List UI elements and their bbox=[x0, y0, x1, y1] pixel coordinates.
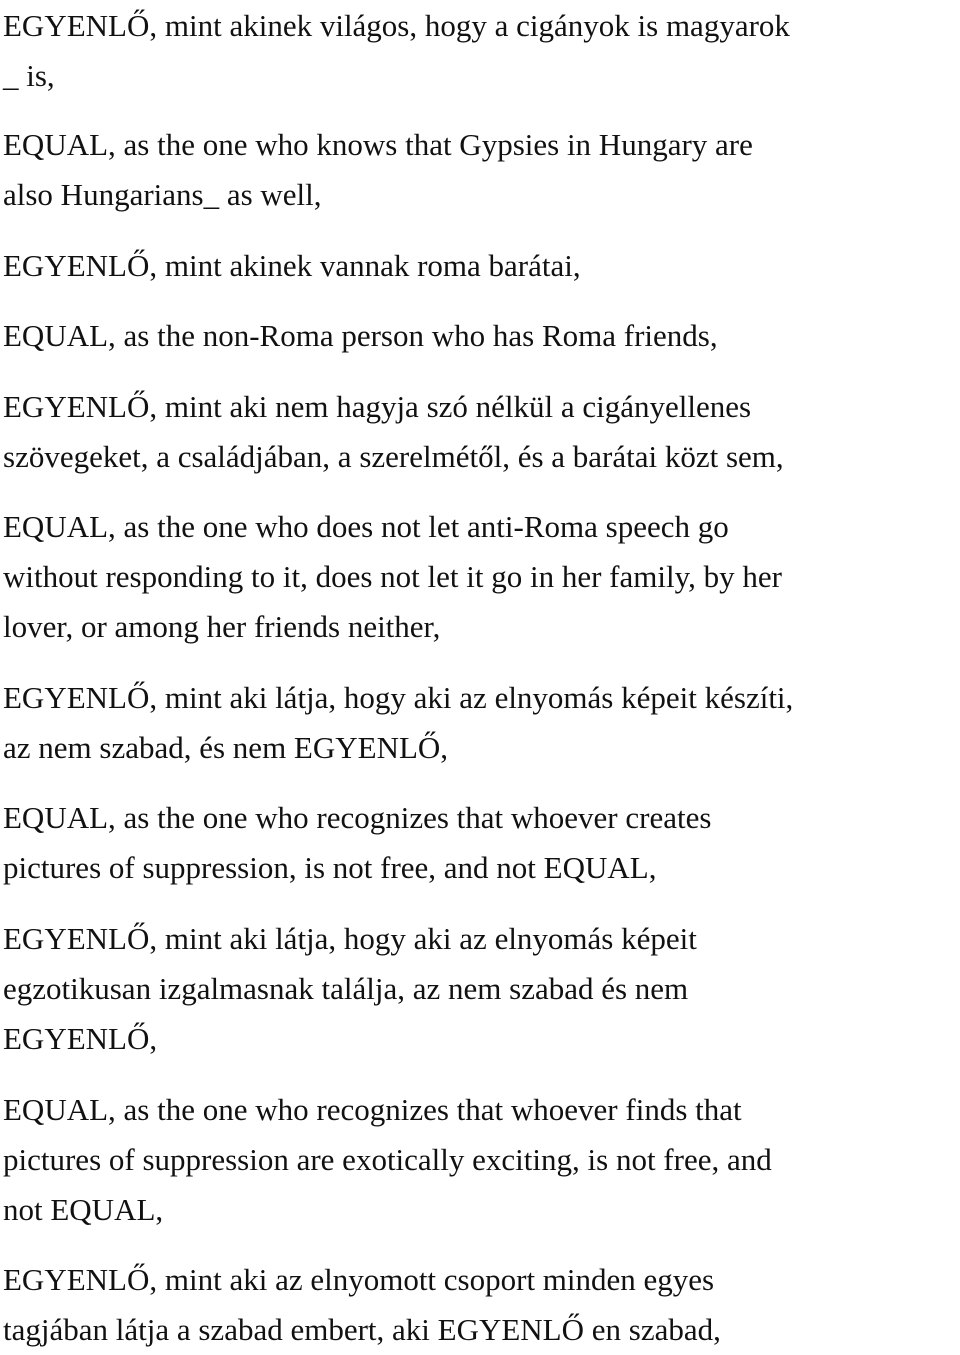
text-line: EQUAL, as the non-Roma person who has Roma friends, bbox=[3, 318, 718, 353]
text-line: _ is, bbox=[3, 58, 55, 93]
text-line: az nem szabad, és nem EGYENLŐ, bbox=[3, 730, 449, 765]
text-line: EQUAL, as the one who does not let anti-Roma speech go bbox=[3, 509, 729, 544]
paragraph-english-5 bbox=[3, 1085, 772, 1235]
paragraph-hungarian-2 bbox=[3, 241, 581, 291]
paragraph-english-3 bbox=[3, 502, 782, 652]
paragraph-english-1 bbox=[3, 120, 753, 220]
text-line: EGYENLŐ, mint akinek világos, hogy a cigányok is magyarok bbox=[3, 8, 790, 43]
text-line: without responding to it, does not let it go in her family, by her bbox=[3, 559, 782, 594]
text-line: szövegeket, a családjában, a szerelmétől, és a barátai közt sem, bbox=[3, 439, 784, 474]
text-line: EQUAL, as the one who recognizes that whoever finds that bbox=[3, 1092, 742, 1127]
text-line: EGYENLŐ, bbox=[3, 1021, 158, 1056]
paragraph-english-4 bbox=[3, 793, 711, 893]
text-line: not EQUAL, bbox=[3, 1192, 164, 1227]
text-line: EGYENLŐ, mint aki az elnyomott csoport minden egyes bbox=[3, 1262, 715, 1297]
text-line: pictures of suppression, is not free, and not EQUAL, bbox=[3, 850, 657, 885]
text-line: EGYENLŐ, mint akinek vannak roma barátai, bbox=[3, 248, 581, 283]
text-line: tagjában látja a szabad embert, aki EGYENLŐ en szabad, bbox=[3, 1312, 721, 1347]
paragraph-english-2 bbox=[3, 311, 718, 361]
text-line: EGYENLŐ, mint aki nem hagyja szó nélkül a cigányellenes bbox=[3, 389, 752, 424]
paragraph-hungarian-4 bbox=[3, 673, 793, 773]
paragraph-hungarian-3 bbox=[3, 382, 784, 482]
text-line: EQUAL, as the one who knows that Gypsies in Hungary are bbox=[3, 127, 753, 162]
text-line: EGYENLŐ, mint aki látja, hogy aki az elnyomás képeit bbox=[3, 921, 697, 956]
text-line: pictures of suppression are exotically exciting, is not free, and bbox=[3, 1142, 772, 1177]
paragraph-hungarian-1 bbox=[3, 1, 790, 101]
text-line: EGYENLŐ, mint aki látja, hogy aki az elnyomás képeit készíti, bbox=[3, 680, 794, 715]
text-line: egzotikusan izgalmasnak találja, az nem szabad és nem bbox=[3, 971, 689, 1006]
text-line: lover, or among her friends neither, bbox=[3, 609, 441, 644]
paragraph-hungarian-6 bbox=[3, 1255, 721, 1355]
paragraph-hungarian-5 bbox=[3, 914, 697, 1064]
text-line: EQUAL, as the one who recognizes that whoever creates bbox=[3, 800, 712, 835]
text-line: also Hungarians_ as well, bbox=[3, 177, 322, 212]
